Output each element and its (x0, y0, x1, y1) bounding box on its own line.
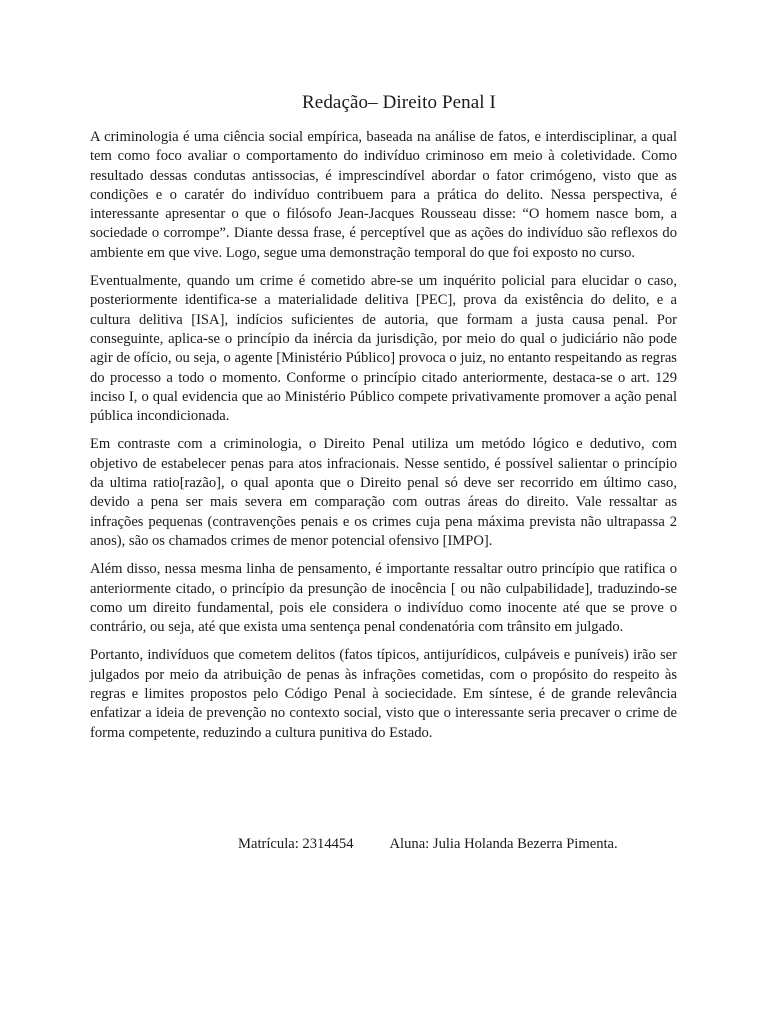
paragraph-2: Eventualmente, quando um crime é cometido abre-se um inquérito policial para elucidar o caso, posteriormente identifica-se a materialidade delitiva [PEC], prova da existência do delito, e a cultura delitiva [ISA], indícios suficientes de autoria, que formam a justa causa penal. Por conseguinte, aplica-se o princípio da inércia da jurisdição, por meio do qual o judiciário não pode agir de ofício, ou seja, o agente [Ministério Público] provoca o juiz, no entanto respeitando as regras do processo a todo o momento. Conforme o princípio citado anteriormente, destaca-se o art. 129 inciso I, o qual evidencia que ao Ministério Público compete privativamente promover a ação penal pública incondicionada. (90, 273, 677, 425)
paragraph-5: Portanto, indivíduos que cometem delitos (fatos típicos, antijurídicos, culpáveis e puníveis) irão ser julgados por meio da atribuição de penas às infrações cometidas, com o propósito do respeito às regras e limites propostos pelo Código Penal à sociecidade. Em síntese, é de grande relevância enfatizar a ideia de prevenção no contexto social, visto que o interessante seria precaver o crime de forma competente, reduzindo a cultura punitiva do Estado. (90, 647, 677, 741)
paragraph-3: Em contraste com a criminologia, o Direito Penal utiliza um metódo lógico e dedutivo, com objetivo de estabelecer penas para atos infracionais. Nesse sentido, é possível salientar o princípio da ultima ratio[razão], o qual aponta que o Direito penal só deve ser recorrido em último caso, devido a pena ser mais severa em comparação com outras áreas do direito. Vale ressaltar as infrações pequenas (contravenções penais e os crimes cuja pena máxima prevista não ultrapassa 2 anos), são os chamados crimes de menor potencial ofensivo [IMPO]. (90, 436, 677, 549)
paragraph-1: A criminologia é uma ciência social empírica, baseada na análise de fatos, e interdisciplinar, a qual tem como foco avaliar o comportamento do indivíduo criminoso em meio à coletividade. Como resultado dessas condutas antissocias, é imprescindível abordar o fator crimógeno, visto que as condições e o caratér do indivíduo contribuem para a prática do delito. Nessa perspectiva, é interessante apresentar o que o filósofo Jean-Jacques Rousseau disse: “O homem nasce bom, a sociedade o corrompe”. Diante dessa frase, é perceptível que as ações do indivíduo são reflexos do ambiente em que vive. Logo, segue uma demonstração temporal do que foi exposto no curso. (90, 129, 677, 261)
matricula-text: Matrícula: 2314454 (238, 836, 354, 852)
document-title: Redação– Direito Penal I (302, 92, 496, 113)
student-name-text: Aluna: Julia Holanda Bezerra Pimenta. (389, 836, 618, 852)
signature-line (238, 836, 618, 853)
document-body (90, 128, 677, 752)
paragraph-4: Além disso, nessa mesma linha de pensamento, é importante ressaltar outro princípio que ratifica o anteriormente citado, o princípio da presunção de inocência [ ou não culpabilidade], traduzindo-se como um direito fundamental, pois ele considera o indivíduo como inocente até que se prove o contrário, ou seja, até que exista uma sentença penal condenatória com trânsito em julgado. (90, 561, 677, 636)
